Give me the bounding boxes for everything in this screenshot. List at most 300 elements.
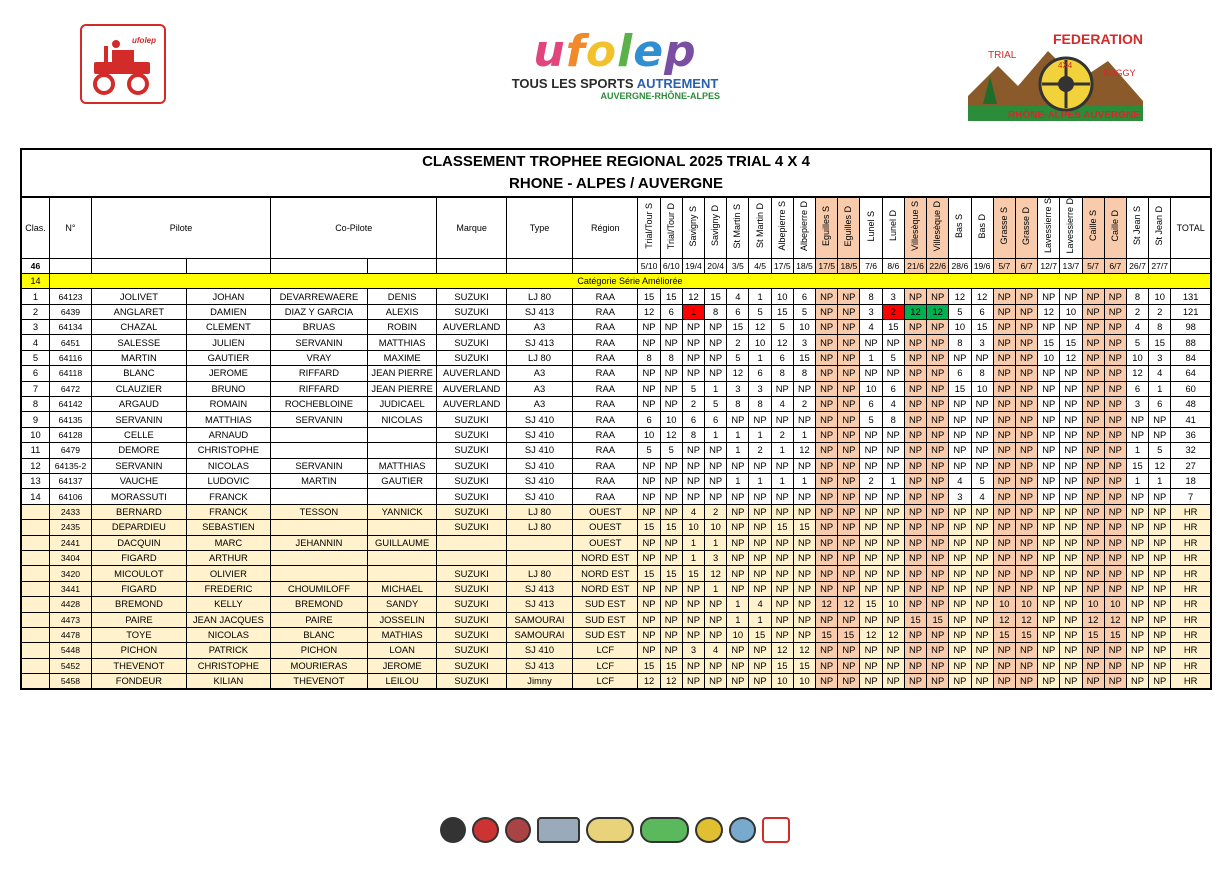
table-row <box>21 550 1211 565</box>
score-cell: NP <box>638 612 660 627</box>
score-cell: NP <box>771 627 793 642</box>
score-cell: NP <box>1149 627 1171 642</box>
pilot-firstname-cell: NICOLAS <box>186 458 270 473</box>
table-row <box>21 504 1211 519</box>
score-cell: 2 <box>860 474 882 489</box>
score-cell: 4 <box>882 397 904 412</box>
event-name: Villesèque S <box>909 200 920 251</box>
table-row <box>21 443 1211 458</box>
score-cell: NP <box>816 581 838 596</box>
copilot-firstname-cell: MATTHIAS <box>367 458 437 473</box>
score-cell: NP <box>1015 350 1037 365</box>
score-cell: NP <box>904 643 926 658</box>
header-blank <box>573 258 638 273</box>
header-event <box>993 197 1015 258</box>
score-cell: 12 <box>1082 612 1104 627</box>
type-cell: SJ 413 <box>506 597 572 612</box>
rank-cell: 9 <box>21 412 49 427</box>
score-cell: 2 <box>705 504 727 519</box>
rank-cell <box>21 643 49 658</box>
score-cell: NP <box>1038 612 1060 627</box>
copilot-lastname-cell: PAIRE <box>271 612 368 627</box>
table-row <box>21 674 1211 690</box>
region-cell: NORD EST <box>573 550 638 565</box>
score-cell: NP <box>1104 658 1126 673</box>
score-cell: 12 <box>904 304 926 319</box>
score-cell: NP <box>904 350 926 365</box>
type-cell <box>506 550 572 565</box>
score-cell: NP <box>660 397 682 412</box>
pilot-lastname-cell: ARGAUD <box>92 397 187 412</box>
score-cell: 1 <box>1126 474 1148 489</box>
total-cell: HR <box>1171 535 1211 550</box>
score-cell: NP <box>1060 412 1082 427</box>
score-cell: NP <box>1038 520 1060 535</box>
header-event <box>1082 197 1104 258</box>
score-cell: NP <box>882 550 904 565</box>
score-cell: NP <box>1082 381 1104 396</box>
score-cell: 4 <box>1126 320 1148 335</box>
score-cell: NP <box>705 458 727 473</box>
ufolep-wordmark: ufolep <box>533 26 697 77</box>
pilot-lastname-cell: ANGLARET <box>92 304 187 319</box>
region-cell: OUEST <box>573 520 638 535</box>
rank-cell <box>21 597 49 612</box>
score-cell: NP <box>860 520 882 535</box>
rank-cell <box>21 566 49 581</box>
score-cell: NP <box>838 581 860 596</box>
club-logo-icon <box>472 817 500 843</box>
score-cell: NP <box>793 381 815 396</box>
score-cell: 5 <box>682 381 704 396</box>
type-cell: SJ 413 <box>506 304 572 319</box>
score-cell: 1 <box>1149 381 1171 396</box>
score-cell: NP <box>904 597 926 612</box>
score-cell: NP <box>638 489 660 504</box>
score-cell: NP <box>1126 643 1148 658</box>
score-cell: NP <box>705 627 727 642</box>
event-name: Albepierre D <box>798 200 809 251</box>
score-cell: 15 <box>1015 627 1037 642</box>
score-cell: NP <box>882 366 904 381</box>
pilot-firstname-cell: PATRICK <box>186 643 270 658</box>
score-cell: NP <box>749 674 771 690</box>
score-cell: NP <box>1149 427 1171 442</box>
copilot-lastname-cell: BLANC <box>271 627 368 642</box>
type-cell: SJ 413 <box>506 658 572 673</box>
score-cell: NP <box>993 520 1015 535</box>
score-cell: NP <box>660 335 682 350</box>
score-cell: NP <box>993 335 1015 350</box>
score-cell: NP <box>1149 520 1171 535</box>
rank-cell: 7 <box>21 381 49 396</box>
region-cell: LCF <box>573 658 638 673</box>
score-cell: NP <box>882 643 904 658</box>
score-cell: NP <box>904 366 926 381</box>
score-cell: 1 <box>749 474 771 489</box>
header-event <box>793 197 815 258</box>
score-cell: NP <box>1015 535 1037 550</box>
region-cell: RAA <box>573 366 638 381</box>
score-cell: NP <box>727 566 749 581</box>
score-cell: NP <box>1015 304 1037 319</box>
licence-number-cell: 6479 <box>49 443 91 458</box>
score-cell: NP <box>793 627 815 642</box>
score-cell: 1 <box>793 427 815 442</box>
score-cell: NP <box>682 458 704 473</box>
copilot-lastname-cell: SERVANIN <box>271 412 368 427</box>
score-cell: NP <box>971 443 993 458</box>
score-cell: NP <box>949 458 971 473</box>
score-cell: NP <box>860 658 882 673</box>
rank-cell: 1 <box>21 289 49 304</box>
score-cell: NP <box>1060 458 1082 473</box>
score-cell: 1 <box>749 289 771 304</box>
score-cell: NP <box>1060 366 1082 381</box>
pilot-firstname-cell: JEAN JACQUES <box>186 612 270 627</box>
score-cell: 15 <box>793 350 815 365</box>
score-cell: 10 <box>1126 350 1148 365</box>
brand-cell <box>437 550 506 565</box>
licence-number-cell: 6439 <box>49 304 91 319</box>
score-cell: NP <box>660 535 682 550</box>
score-cell: NP <box>993 289 1015 304</box>
pilot-firstname-cell: KELLY <box>186 597 270 612</box>
score-cell: NP <box>660 627 682 642</box>
score-cell: NP <box>927 550 949 565</box>
score-cell: NP <box>949 520 971 535</box>
licence-number-cell: 6451 <box>49 335 91 350</box>
score-cell: NP <box>1082 304 1104 319</box>
score-cell: 6 <box>771 350 793 365</box>
score-cell: 10 <box>749 335 771 350</box>
score-cell: NP <box>1126 427 1148 442</box>
score-cell: 15 <box>638 658 660 673</box>
rank-cell: 4 <box>21 335 49 350</box>
score-cell: NP <box>638 550 660 565</box>
score-cell: NP <box>1126 674 1148 690</box>
copilot-firstname-cell: JEAN PIERRE <box>367 366 437 381</box>
title-line-1: CLASSEMENT TROPHEE REGIONAL 2025 TRIAL 4 X 4 <box>422 153 810 170</box>
score-cell: NP <box>727 489 749 504</box>
header-event <box>660 197 682 258</box>
score-cell: NP <box>882 489 904 504</box>
score-cell: NP <box>1126 535 1148 550</box>
licence-number-cell: 5458 <box>49 674 91 690</box>
region-cell: RAA <box>573 489 638 504</box>
entry-count: 46 <box>21 258 49 273</box>
ufolep-logo <box>500 26 730 110</box>
pilot-firstname-cell: FRANCK <box>186 504 270 519</box>
score-cell: NP <box>971 535 993 550</box>
score-cell: NP <box>705 474 727 489</box>
brand-cell: SUZUKI <box>437 566 506 581</box>
copilot-lastname-cell <box>271 520 368 535</box>
pilot-firstname-cell: CLEMENT <box>186 320 270 335</box>
type-cell: SJ 410 <box>506 412 572 427</box>
score-cell: NP <box>1060 612 1082 627</box>
pilot-firstname-cell: SEBASTIEN <box>186 520 270 535</box>
score-cell: 3 <box>860 304 882 319</box>
table-row <box>21 627 1211 642</box>
svg-text:RHÔNE-ALPES AUVERGNE: RHÔNE-ALPES AUVERGNE <box>1008 110 1140 121</box>
copilot-firstname-cell: MAXIME <box>367 350 437 365</box>
brand-cell: SUZUKI <box>437 474 506 489</box>
score-cell: NP <box>682 627 704 642</box>
rank-cell <box>21 674 49 690</box>
pilot-lastname-cell: DACQUIN <box>92 535 187 550</box>
score-cell: NP <box>1060 658 1082 673</box>
table-row <box>21 643 1211 658</box>
svg-text:4X4: 4X4 <box>1058 61 1073 70</box>
score-cell: NP <box>904 335 926 350</box>
score-cell: NP <box>838 366 860 381</box>
pilot-firstname-cell: MARC <box>186 535 270 550</box>
score-cell: NP <box>749 412 771 427</box>
event-name: Trial/Tour S <box>643 202 654 249</box>
score-cell: NP <box>660 612 682 627</box>
copilot-lastname-cell: BRUAS <box>271 320 368 335</box>
table-row <box>21 412 1211 427</box>
score-cell: NP <box>949 350 971 365</box>
score-cell: NP <box>838 381 860 396</box>
score-cell: NP <box>638 320 660 335</box>
score-cell: NP <box>1060 289 1082 304</box>
score-cell: 5 <box>882 350 904 365</box>
header-blank <box>92 258 187 273</box>
brand-cell: SUZUKI <box>437 643 506 658</box>
score-cell: 1 <box>705 581 727 596</box>
score-cell: NP <box>971 674 993 690</box>
score-cell: 1 <box>749 350 771 365</box>
pilot-lastname-cell: VAUCHE <box>92 474 187 489</box>
pilot-firstname-cell: FRANCK <box>186 489 270 504</box>
score-cell: NP <box>1015 504 1037 519</box>
score-cell: NP <box>927 335 949 350</box>
score-cell: 3 <box>705 550 727 565</box>
score-cell: NP <box>816 504 838 519</box>
score-cell: 3 <box>882 289 904 304</box>
type-cell: Jimny <box>506 674 572 690</box>
score-cell: 10 <box>993 597 1015 612</box>
type-cell: A3 <box>506 381 572 396</box>
score-cell: NP <box>904 581 926 596</box>
score-cell: NP <box>882 458 904 473</box>
score-cell: NP <box>860 427 882 442</box>
score-cell: NP <box>1082 643 1104 658</box>
score-cell: NP <box>1104 489 1126 504</box>
score-cell: NP <box>860 535 882 550</box>
score-cell: NP <box>1038 397 1060 412</box>
score-cell: NP <box>904 443 926 458</box>
score-cell: NP <box>682 350 704 365</box>
score-cell: NP <box>860 674 882 690</box>
score-cell: 5 <box>1149 443 1171 458</box>
event-name: Lunel S <box>865 210 876 242</box>
copilot-lastname-cell <box>271 489 368 504</box>
header-blank <box>49 258 91 273</box>
score-cell: NP <box>1038 489 1060 504</box>
score-cell: NP <box>816 335 838 350</box>
header-event <box>971 197 993 258</box>
score-cell: NP <box>927 474 949 489</box>
total-cell: 88 <box>1171 335 1211 350</box>
ufolep-trial-logo <box>80 24 166 104</box>
rank-cell: 5 <box>21 350 49 365</box>
score-cell: NP <box>838 427 860 442</box>
event-name: Savigny D <box>710 205 721 247</box>
header-number: N° <box>49 197 91 258</box>
type-cell: SJ 410 <box>506 458 572 473</box>
copilot-firstname-cell: JEROME <box>367 658 437 673</box>
copilot-firstname-cell: GAUTIER <box>367 474 437 489</box>
table-row <box>21 658 1211 673</box>
type-cell: SJ 413 <box>506 581 572 596</box>
score-cell: 10 <box>793 320 815 335</box>
title-line-2: RHONE - ALPES / AUVERGNE <box>509 175 723 192</box>
rank-cell: 11 <box>21 443 49 458</box>
header-copilote: Co-Pilote <box>271 197 437 258</box>
brand-cell: SUZUKI <box>437 674 506 690</box>
club-logo-icon-2 <box>505 817 531 843</box>
score-cell: NP <box>860 581 882 596</box>
score-cell: 8 <box>971 366 993 381</box>
score-cell: NP <box>1082 350 1104 365</box>
score-cell: NP <box>1060 381 1082 396</box>
score-cell: 3 <box>793 335 815 350</box>
score-cell: NP <box>705 658 727 673</box>
pilot-firstname-cell: JULIEN <box>186 335 270 350</box>
event-date: 5/7 <box>1082 258 1104 273</box>
score-cell: NP <box>771 412 793 427</box>
pilot-lastname-cell: CLAUZIER <box>92 381 187 396</box>
score-cell: NP <box>1015 366 1037 381</box>
score-cell: 10 <box>860 381 882 396</box>
copilot-lastname-cell <box>271 550 368 565</box>
score-cell: NP <box>904 674 926 690</box>
score-cell: 3 <box>949 489 971 504</box>
copilot-firstname-cell: MATTHIAS <box>367 335 437 350</box>
score-cell: NP <box>705 366 727 381</box>
event-date: 27/7 <box>1149 258 1171 273</box>
score-cell: NP <box>927 627 949 642</box>
score-cell: NP <box>1104 335 1126 350</box>
score-cell: 2 <box>793 397 815 412</box>
score-cell: NP <box>705 489 727 504</box>
licence-number-cell: 4473 <box>49 612 91 627</box>
score-cell: NP <box>838 566 860 581</box>
score-cell: NP <box>860 458 882 473</box>
score-cell: NP <box>1126 550 1148 565</box>
licence-number-cell: 64142 <box>49 397 91 412</box>
score-cell: 8 <box>660 350 682 365</box>
score-cell: NP <box>860 566 882 581</box>
total-cell: HR <box>1171 581 1211 596</box>
category-row <box>21 273 1211 288</box>
score-cell: NP <box>638 581 660 596</box>
score-cell: NP <box>1060 320 1082 335</box>
pilot-firstname-cell: MATTHIAS <box>186 412 270 427</box>
score-cell: NP <box>1015 474 1037 489</box>
score-cell: NP <box>1060 643 1082 658</box>
score-cell: 8 <box>705 304 727 319</box>
category-count: 14 <box>21 273 49 288</box>
copilot-lastname-cell <box>271 566 368 581</box>
total-cell: 41 <box>1171 412 1211 427</box>
brand-cell <box>437 535 506 550</box>
event-name: Grasse S <box>998 207 1009 245</box>
score-cell: NP <box>1038 412 1060 427</box>
region-cell: RAA <box>573 350 638 365</box>
score-cell: NP <box>1149 612 1171 627</box>
score-cell: NP <box>927 674 949 690</box>
score-cell: NP <box>1126 412 1148 427</box>
score-cell: NP <box>1104 397 1126 412</box>
score-cell: NP <box>1038 535 1060 550</box>
score-cell: NP <box>971 350 993 365</box>
brand-cell: AUVERLAND <box>437 366 506 381</box>
pilot-lastname-cell: PICHON <box>92 643 187 658</box>
score-cell: NP <box>882 443 904 458</box>
score-cell: 10 <box>1015 597 1037 612</box>
event-date: 19/6 <box>971 258 993 273</box>
score-cell: NP <box>793 458 815 473</box>
score-cell: 5 <box>749 304 771 319</box>
score-cell: NP <box>838 504 860 519</box>
score-cell: NP <box>1104 581 1126 596</box>
score-cell: 15 <box>882 320 904 335</box>
score-cell: 3 <box>682 643 704 658</box>
score-cell: NP <box>660 597 682 612</box>
score-cell: 12 <box>838 597 860 612</box>
score-cell: 12 <box>1149 458 1171 473</box>
score-cell: 1 <box>682 304 704 319</box>
score-cell: NP <box>904 289 926 304</box>
score-cell: NP <box>1060 581 1082 596</box>
header-event <box>838 197 860 258</box>
rank-cell: 12 <box>21 458 49 473</box>
total-cell: HR <box>1171 504 1211 519</box>
licence-number-cell: 3404 <box>49 550 91 565</box>
total-cell: 121 <box>1171 304 1211 319</box>
region-cell: NORD EST <box>573 581 638 596</box>
score-cell: NP <box>1104 443 1126 458</box>
event-date: 18/5 <box>838 258 860 273</box>
score-cell: NP <box>1149 412 1171 427</box>
copilot-lastname-cell: SERVANIN <box>271 458 368 473</box>
header-event <box>904 197 926 258</box>
score-cell: NP <box>1015 550 1037 565</box>
copilot-firstname-cell: JUDICAEL <box>367 397 437 412</box>
rank-cell <box>21 581 49 596</box>
score-cell: NP <box>949 443 971 458</box>
score-cell: NP <box>816 520 838 535</box>
score-cell: 15 <box>660 289 682 304</box>
brand-cell: SUZUKI <box>437 627 506 642</box>
score-cell: NP <box>771 489 793 504</box>
copilot-lastname-cell: BREMOND <box>271 597 368 612</box>
total-cell: HR <box>1171 550 1211 565</box>
header-type: Type <box>506 197 572 258</box>
score-cell: NP <box>971 597 993 612</box>
score-cell: NP <box>727 458 749 473</box>
score-cell: NP <box>1082 520 1104 535</box>
score-cell: NP <box>949 535 971 550</box>
score-cell: NP <box>904 504 926 519</box>
score-cell: 15 <box>793 658 815 673</box>
copilot-lastname-cell: DEVARREWAERE <box>271 289 368 304</box>
score-cell: NP <box>838 412 860 427</box>
